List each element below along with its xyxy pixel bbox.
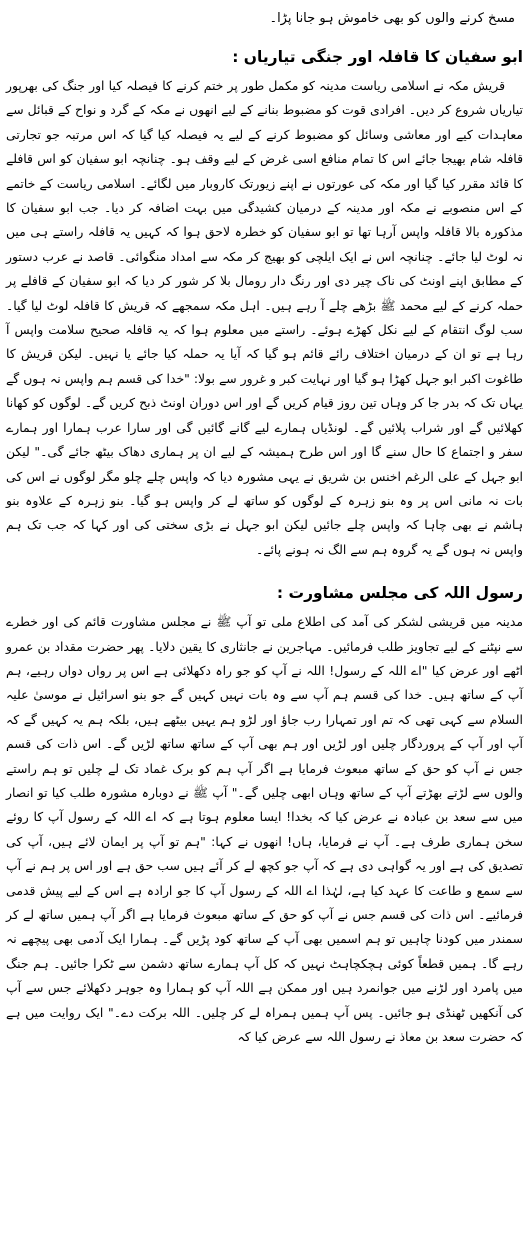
section-heading: رسول اللہ کی مجلس مشاورت : bbox=[276, 584, 523, 603]
section-gap bbox=[6, 566, 523, 578]
paragraph: قریش مکہ نے اسلامی ریاست مدینہ کو مکمل طور پر ختم کرنے کا فیصلہ کیا اور جنگ کی بھرپور تیاریاں شروع کر دیں۔ افرادی قوت کو مضبوط بنانے کے لیے انھوں نے مکہ کے گرد و نواح کے قبائل سے معاہدات کیے اور معاشی وسائل کو مضبوط کرنے کے لیے یہ فیصلہ کیا گیا کہ اس مرتبہ جو تجارتی قافلہ شام بھیجا جائے اس کا تمام منافع اسی غرض کے لیے وقف ہو۔ چنانچہ ابو سفیان کو اس قافلے کا قائد مقرر کیا گیا اور مکہ کی عورتوں نے اپنے زیورتک کاروبار میں لگائے۔ اسلامی ریاست کے خاتمے کے اس منصوبے نے مکہ اور مدینہ کے درمیان کشیدگی میں بہت اضافہ کر دیا۔ جب ابو سفیان کا مذکورہ بالا قافلہ واپس آرہا تھا تو ابو سفیان کو خطرہ لاحق ہوا کہ کہیں یہ قافلہ راستے ہی میں نہ لوٹ لیا جائے۔ چنانچہ اس نے ایک ایلچی کو بھیج کر مکہ سے امداد منگوائی۔ قاصد نے عرب دستور کے مطابق اپنے اونٹ کی ناک چیر دی اور رنگ دار رومال بلا کر شور کر دیا کہ ابو سفیان کے قافلے پر حملہ کرنے کے لیے محمد ﷺ بڑھے چلے آ رہے ہیں۔ اہل مکہ سمجھے کہ قریش کا قافلہ لوٹ لیا گیا۔ سب لوگ انتقام کے لیے نکل کھڑے ہوئے۔ راستے میں معلوم ہوا کہ یہ قافلہ صحیح سلامت واپس آ رہا ہے تو ان کے درمیان اختلاف رائے قائم ہو گیا کہ آیا یہ حملہ کیا جائے یا نہیں۔ لیکن قریش کا طاغوت اکبر ابو جہل کھڑا ہو گیا اور نہایت کبر و غرور سے بولا: "خدا کی قسم ہم واپس نہ ہوں گے یہاں تک کہ بدر جا کر وہاں تین روز قیام کریں گے اور اس دوران اونٹ ذبح کریں گے۔ لوگوں کو کھانا کھلائیں گے اور شراب پلائیں گے۔ لونڈیاں ہمارے لیے گانے گائیں گی اور سارا عرب ہمارا اور ہمارے سفر و اجتماع کا حال سنے گا اور اس طرح ہمیشہ کے لیے ان پر ہماری دھاک بیٹھ جائے گی۔" لیکن ابو جہل کے علی الرغم اخنس بن شریق نے یہی مشورہ دیا کہ واپس چلے چلو مگر لوگوں نے اس کی بات نہ مانی اس پر وہ بنو زہرہ کے لوگوں کو ساتھ لے کر واپس ہو گیا۔ بنو زہرہ کے علاوہ بنو ہاشم نے بھی چاہا کہ واپس چلے جائیں لیکن ابو جہل نے بڑی سختی کی اور کہا کہ جب تک ہم واپس نہ ہوں گے یہ گروہ ہم سے الگ نہ ہونے پائے۔ bbox=[6, 78, 523, 557]
section-abu-sufyan bbox=[6, 44, 523, 562]
paragraph: مدینہ میں قریشی لشکر کی آمد کی اطلاع ملی تو آپ ﷺ نے مجلس مشاورت قائم کی اور خطرے سے نپٹنے کے لیے تجاویز طلب فرمائیں۔ مہاجرین نے جانثاری کا یقین دلایا۔ پھر حضرت مقداد بن عمرو اٹھے اور عرض کیا "اے اللہ کے رسول! اللہ نے آپ کو جو راہ دکھلائی ہے اس پر رواں دواں رہیے، ہم آپ کے ساتھ ہیں۔ خدا کی قسم ہم آپ سے وہ بات نہیں کہیں گے جو بنو اسرائیل نے موسیٰ علیہ السلام سے کہی تھی کہ تم اور تمہارا رب جاؤ اور لڑو ہم یہیں بیٹھے ہیں، بلکہ ہم یہ کہیں گے کہ آپ اور آپ کے پروردگار چلیں اور لڑیں اور ہم بھی آپ کے ساتھ ساتھ لڑیں گے۔ اس ذات کی قسم جس نے آپ کو حق کے ساتھ مبعوث فرمایا ہے اگر آپ ہم کو برک غماد تک لے چلیں تو ہم راستے والوں سے لڑتے بھڑتے آپ کے ساتھ وہاں ابھی چلیں گے۔" آپ ﷺ نے دوبارہ مشورہ طلب کیا تو انصار میں سے سعد بن عبادہ نے عرض کیا کہ بخدا! ایسا معلوم ہوتا ہے کہ اے اللہ کے رسول آپ کا روئے سخن ہماری طرف ہے۔ آپ نے فرمایا، ہاں! انھوں نے کہا: "ہم تو آپ پر ایمان لائے ہیں، آپ کی تصدیق کی ہے اور یہ گواہی دی ہے کہ آپ جو کچھ لے کر آئے ہیں سب حق ہے اور اس پر ہم نے آپ سے سمع و طاعت کا عہد کیا ہے، لہٰذا اے اللہ کے رسول آپ کا جو ارادہ ہے اس کے لیے پیش قدمی فرمائیے۔ اس ذات کی قسم جس نے آپ کو حق کے ساتھ مبعوث فرمایا ہے اگر آپ ہمیں ساتھ لے کر سمندر میں کودنا چاہیں تو ہم اسمیں بھی آپ کے ساتھ کود پڑیں گے۔ ہمارا ایک آدمی بھی پیچھے نہ رہے گا۔ ہمیں قطعاً کوئی ہچکچاہٹ نہیں کہ کل آپ ہمارے ساتھ دشمن سے ٹکرا جائیں۔ ہم جنگ میں پامرد اور لڑنے میں جوانمرد ہیں اور ممکن ہے اللہ آپ کو ہمارا وہ جوہر دکھلائے جس سے آپ کی آنکھیں ٹھنڈی ہو جائیں۔ پس آپ ہمیں ہمراہ لے کر چلیں۔ اللہ برکت دے۔" ایک روایت میں ہے کہ حضرت سعد بن معاذ نے رسول اللہ سے عرض کیا کہ bbox=[6, 614, 523, 1045]
intro-line: مسخ کرنے والوں کو بھی خاموش ہو جانا پڑا۔ bbox=[269, 11, 515, 26]
section-majlis-mushawarat bbox=[6, 580, 523, 1049]
section-heading: ابو سفیان کا قافلہ اور جنگی تیاریاں : bbox=[232, 48, 523, 66]
